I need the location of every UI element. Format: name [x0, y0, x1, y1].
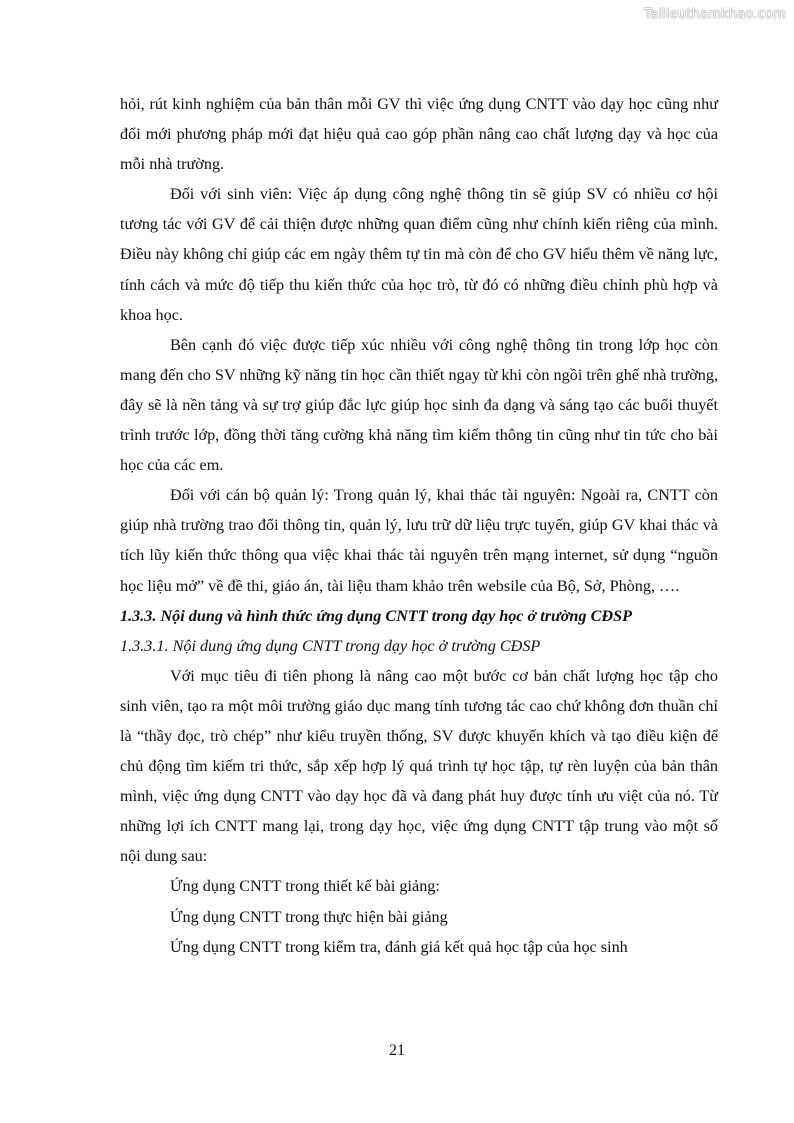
subsection-heading: 1.3.3.1. Nội dung ứng dụng CNTT trong dạy học ở trường CĐSP [120, 636, 541, 655]
paragraph: hỏi, rút kinh nghiệm của bản thân mỗi GV thì việc ứng dụng CNTT vào dạy học cũng như đổi mới phương pháp mới đạt hiệu quả cao góp phần nâng cao chất lượng dạy và học của mỗi nhà trường. [120, 95, 718, 174]
paragraph: Bên cạnh đó việc được tiếp xúc nhiều với công nghệ thông tin trong lớp học còn mang đến cho SV những kỹ năng tin học cần thiết ngay từ khi còn ngồi trên ghế nhà trường, đây sẽ là nền tảng và sự trợ giúp đắc lực giúp học sinh đa dạng và sáng tạo các buổi thuyết trình trước lớp, đồng thời tăng cường khả năng tìm kiếm thông tin cũng như tin tức cho bài học của các em. [120, 335, 718, 475]
list-item: Ứng dụng CNTT trong kiểm tra, đánh giá kết quả học tập của học sinh [170, 937, 628, 956]
paragraph: Đối với cán bộ quản lý: Trong quản lý, khai thác tài nguyên: Ngoài ra, CNTT còn giúp nhà trường trao đổi thông tin, quản lý, lưu trữ dữ liệu trực tuyến, giúp GV khai thác và tích lũy kiến thức thông qua việc khai thác tài nguyên trên mạng internet, sử dụng “nguồn học liệu mở” về đề thi, giáo án, tài liệu tham khảo trên websile của Bộ, Sở, Phòng, …. [120, 486, 718, 595]
document-body [120, 89, 718, 962]
list-item: Ứng dụng CNTT trong thiết kế bài giảng: [170, 877, 440, 896]
list-item: Ứng dụng CNTT trong thực hiện bài giảng [170, 907, 448, 926]
paragraph: Với mục tiêu đi tiên phong là nâng cao một bước cơ bản chất lượng học tập cho sinh viên, tạo ra một môi trường giáo dục mang tính tương tác cao chứ không đơn thuần chỉ là “thầy đọc, trò chép” như kiểu truyền thống, SV được khuyến khích và tạo điều kiện để chủ động tìm kiếm tri thức, sắp xếp hợp lý quá trình tự học tập, tự rèn luyện của bản thân mình, việc ứng dụng CNTT vào dạy học đã và đang phát huy được tính ưu việt của nó. Từ những lợi ích CNTT mang lại, trong dạy học, việc ứng dụng CNTT tập trung vào một số nội dung sau: [120, 666, 718, 866]
watermark: Tailieuthamkhao.com [644, 7, 786, 22]
paragraph: Đối với sinh viên: Việc áp dụng công nghệ thông tin sẽ giúp SV có nhiều cơ hội tương tác với GV để cải thiện được những quan điểm cũng như chính kiến riêng của mình. Điều này không chỉ giúp các em ngày thêm tự tin mà còn để cho GV hiểu thêm về năng lực, tính cách và mức độ tiếp thu kiến thức của học trò, từ đó có những điều chỉnh phù hợp và khoa học. [120, 185, 718, 324]
section-heading: 1.3.3. Nội dung và hình thức ứng dụng CNTT trong dạy học ở trường CĐSP [120, 606, 632, 625]
page-number: 21 [389, 1042, 405, 1059]
